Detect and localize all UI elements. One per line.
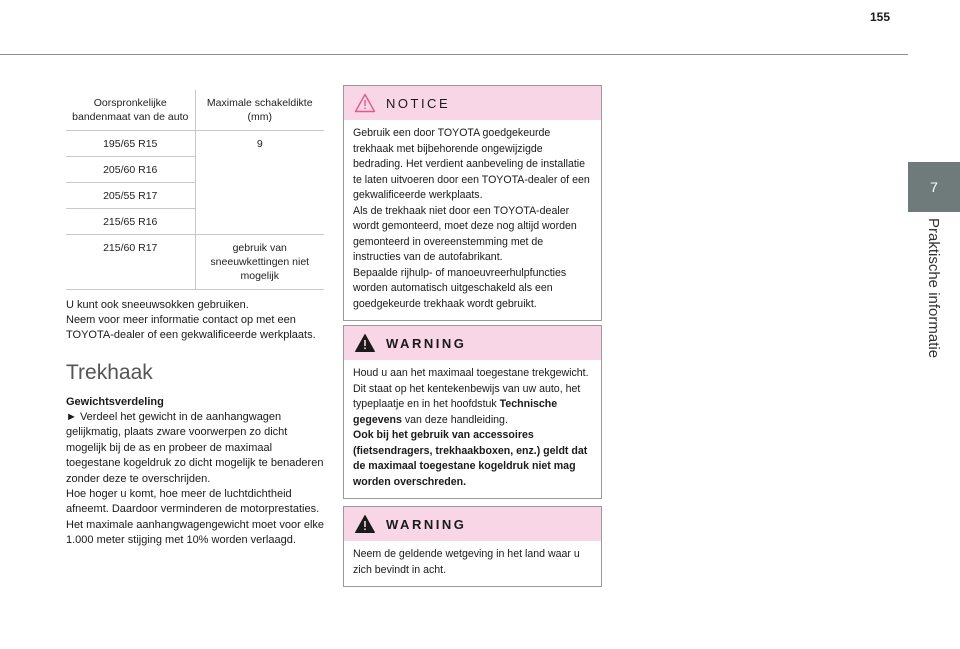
warning-title: WARNING	[386, 516, 467, 532]
warning-text: Houd u aan het maximaal toegestane trekgewicht. Dit staat op het kentekenbewijs van uw auto, het typeplaatje en in het hoofdstuk	[353, 367, 589, 410]
snow-socks-text	[66, 298, 328, 343]
warning-paragraph-bold: Ook bij het gebruik van accessoires (fietsendragers, trekhaakboxen, enz.) geldt dat de maximaal toegestane kogeldruk niet mag worden overschreden.	[353, 429, 588, 488]
left-column	[66, 90, 328, 549]
notice-paragraph: Bepaalde rijhulp- of manoeuvreerhulpfuncties worden automatisch uitgeschakeld als een goedgekeurde trekhaak wordt gebruikt.	[353, 266, 567, 310]
warning-content	[344, 360, 601, 498]
warning-paragraph: Neem de geldende wetgeving in het land waar u zich bevindt in acht.	[353, 548, 580, 576]
altitude-paragraph: Hoe hoger u komt, hoe meer de luchtdichtheid afneemt. Daardoor verminderen de motorprestaties. Het maximale aanhangwagengewicht moet voor elke 1.000 meter stijging met 10% worden verlaagd.	[66, 488, 325, 547]
warning-paragraph	[353, 366, 592, 428]
table-cell: 215/60 R17	[103, 242, 158, 254]
page-number: 155	[869, 10, 891, 24]
section-title: Trekhaak	[66, 361, 153, 384]
notice-paragraph: Als de trekhaak niet door een TOYOTA-dealer wordt gemonteerd, moet deze nog altijd worden gemonteerd in overeenstemming met de instructies van de autofabrikant.	[353, 204, 577, 263]
sub-heading: Gewichtsverdeling	[66, 396, 164, 408]
warning-content	[344, 541, 601, 586]
chapter-tab: 7	[908, 162, 960, 212]
warning-box	[343, 325, 602, 499]
warning-text-bold: Technische gegevens	[353, 398, 558, 426]
warning-box	[343, 506, 602, 587]
table-header-cell: Maximale schakeldikte (mm)	[195, 90, 324, 131]
notice-title: NOTICE	[386, 95, 451, 111]
table-cell: 205/60 R16	[66, 157, 195, 183]
snow-socks-line: U kunt ook sneeuwsokken gebruiken.	[66, 299, 249, 311]
bullet-paragraph	[66, 410, 328, 487]
tyre-chain-table	[66, 90, 324, 289]
warning-triangle-icon	[354, 333, 376, 353]
table-header-cell: Oorspronkelijke bandenmaat van de auto	[66, 90, 195, 131]
table-header-row	[66, 90, 324, 131]
notice-header	[344, 86, 601, 120]
bullet-arrow-icon: ►	[66, 411, 77, 423]
table-cell: 205/55 R17	[66, 183, 195, 209]
notice-box	[343, 85, 602, 321]
table-row	[66, 235, 324, 290]
header-divider	[0, 54, 908, 55]
warning-triangle-icon	[354, 514, 376, 534]
table-cell: gebruik van sneeuwkettingen niet mogelijk	[195, 235, 324, 290]
table-cell: 215/65 R16	[66, 209, 195, 235]
warning-header	[344, 507, 601, 541]
warning-text: van deze handleiding.	[401, 413, 508, 426]
notice-triangle-icon	[354, 93, 376, 113]
table-row	[66, 131, 324, 157]
table-cell: 9	[195, 131, 324, 235]
notice-content	[344, 120, 601, 320]
chapter-title-text: Praktische informatie	[925, 218, 942, 359]
snow-socks-line: Neem voor meer informatie contact op met een TOYOTA-dealer of een gekwalificeerde werkplaats.	[66, 314, 316, 341]
notice-paragraph: Gebruik een door TOYOTA goedgekeurde trekhaak met bijbehorende ongewijzigde bedrading. Het verdient aanbeveling de installatie te laten uitvoeren door een TOYOTA-dealer of een gekwalificeerde werkplaats.	[353, 127, 590, 201]
chapter-title	[908, 218, 960, 378]
warning-title: WARNING	[386, 335, 467, 351]
table-bottom-rule	[66, 289, 324, 290]
table-cell: 195/65 R15	[66, 131, 195, 157]
bullet-text: Verdeel het gewicht in de aanhangwagen gelijkmatig, plaats zware voorwerpen zo dicht mogelijk bij de as en probeer de maximaal toegestane kogeldruk zo dicht mogelijk te benaderen zonder deze te overschrijden.	[66, 411, 324, 485]
warning-header	[344, 326, 601, 360]
